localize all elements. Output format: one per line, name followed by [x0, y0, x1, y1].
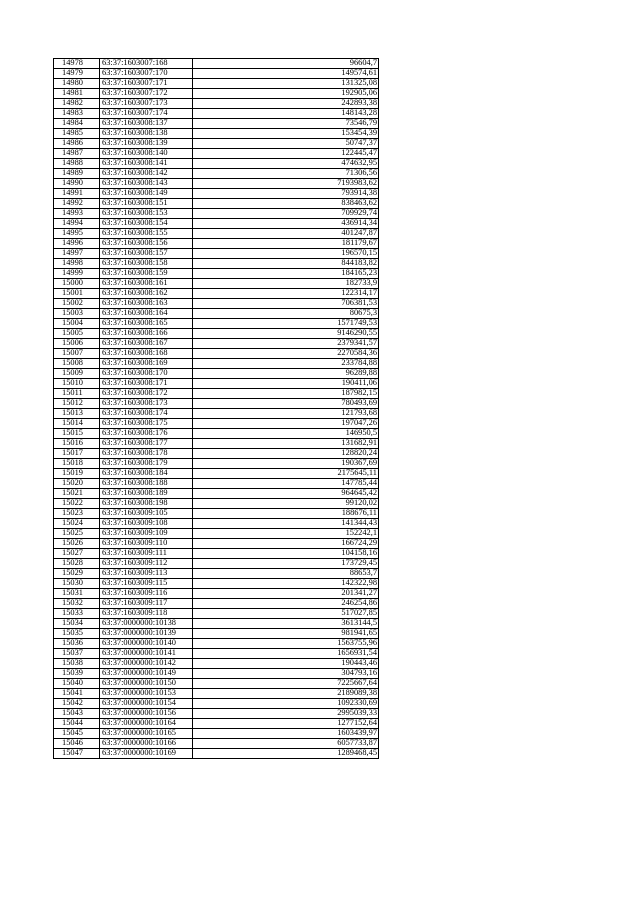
value-cell: 131325,08	[193, 79, 379, 89]
value-cell: 166724,29	[193, 539, 379, 549]
row-number-cell: 15017	[54, 449, 100, 459]
cadastral-number-cell: 63:37:0000000:10149	[100, 669, 193, 679]
row-number-cell: 15026	[54, 539, 100, 549]
cadastral-number-cell: 63:37:1603008:149	[100, 189, 193, 199]
value-cell: 71306,56	[193, 169, 379, 179]
cadastral-number-cell: 63:37:1603009:109	[100, 529, 193, 539]
table-row	[54, 119, 379, 129]
row-number-cell: 15033	[54, 609, 100, 619]
row-number-cell: 15043	[54, 709, 100, 719]
table-row	[54, 519, 379, 529]
cadastral-number-cell: 63:37:0000000:10150	[100, 679, 193, 689]
value-cell: 152242,1	[193, 529, 379, 539]
row-number-cell: 15015	[54, 429, 100, 439]
row-number-cell: 14982	[54, 99, 100, 109]
row-number-cell: 14983	[54, 109, 100, 119]
table-row	[54, 179, 379, 189]
table-row	[54, 199, 379, 209]
table-row	[54, 439, 379, 449]
row-number-cell: 15036	[54, 639, 100, 649]
table-row	[54, 79, 379, 89]
value-cell: 149574,61	[193, 69, 379, 79]
cadastral-number-cell: 63:37:1603008:174	[100, 409, 193, 419]
table-row	[54, 709, 379, 719]
value-cell: 173729,45	[193, 559, 379, 569]
table-row	[54, 339, 379, 349]
value-cell: 9146290,55	[193, 329, 379, 339]
value-cell: 131682,91	[193, 439, 379, 449]
value-cell: 187982,15	[193, 389, 379, 399]
value-cell: 147785,44	[193, 479, 379, 489]
value-cell: 233784,88	[193, 359, 379, 369]
row-number-cell: 15030	[54, 579, 100, 589]
cadastral-number-cell: 63:37:1603008:188	[100, 479, 193, 489]
value-cell: 197047,26	[193, 419, 379, 429]
cadastral-number-cell: 63:37:0000000:10138	[100, 619, 193, 629]
table-row	[54, 699, 379, 709]
table-row	[54, 159, 379, 169]
cadastral-number-cell: 63:37:1603008:158	[100, 259, 193, 269]
value-cell: 190443,46	[193, 659, 379, 669]
row-number-cell: 14984	[54, 119, 100, 129]
value-cell: 2995039,33	[193, 709, 379, 719]
row-number-cell: 15024	[54, 519, 100, 529]
table-row	[54, 419, 379, 429]
value-cell: 1603439,97	[193, 729, 379, 739]
value-cell: 122314,17	[193, 289, 379, 299]
value-cell: 706381,53	[193, 299, 379, 309]
table-row	[54, 599, 379, 609]
cadastral-number-cell: 63:37:0000000:10154	[100, 699, 193, 709]
table-row	[54, 399, 379, 409]
cadastral-number-cell: 63:37:0000000:10140	[100, 639, 193, 649]
cadastral-number-cell: 63:37:1603009:117	[100, 599, 193, 609]
table-row	[54, 589, 379, 599]
row-number-cell: 15035	[54, 629, 100, 639]
table-row	[54, 509, 379, 519]
value-cell: 96604,7	[193, 59, 379, 69]
cadastral-number-cell: 63:37:1603008:143	[100, 179, 193, 189]
value-cell: 188676,11	[193, 509, 379, 519]
cadastral-number-cell: 63:37:1603008:157	[100, 249, 193, 259]
row-number-cell: 15045	[54, 729, 100, 739]
row-number-cell: 15025	[54, 529, 100, 539]
row-number-cell: 15018	[54, 459, 100, 469]
cadastral-number-cell: 63:37:1603007:168	[100, 59, 193, 69]
row-number-cell: 15040	[54, 679, 100, 689]
row-number-cell: 15032	[54, 599, 100, 609]
value-cell: 73546,79	[193, 119, 379, 129]
row-number-cell: 14999	[54, 269, 100, 279]
table-row	[54, 379, 379, 389]
row-number-cell: 15022	[54, 499, 100, 509]
table-row	[54, 329, 379, 339]
row-number-cell: 14985	[54, 129, 100, 139]
table-row	[54, 679, 379, 689]
cadastral-number-cell: 63:37:0000000:10165	[100, 729, 193, 739]
cadastral-number-cell: 63:37:1603008:189	[100, 489, 193, 499]
cadastral-number-cell: 63:37:1603008:178	[100, 449, 193, 459]
table-row	[54, 59, 379, 69]
table-row	[54, 499, 379, 509]
value-cell: 96289,88	[193, 369, 379, 379]
row-number-cell: 15019	[54, 469, 100, 479]
table-row	[54, 89, 379, 99]
cadastral-number-cell: 63:37:1603008:142	[100, 169, 193, 179]
cadastral-number-cell: 63:37:1603008:172	[100, 389, 193, 399]
row-number-cell: 14996	[54, 239, 100, 249]
cadastral-number-cell: 63:37:1603009:111	[100, 549, 193, 559]
table-row	[54, 369, 379, 379]
value-cell: 981941,65	[193, 629, 379, 639]
value-cell: 474632,95	[193, 159, 379, 169]
cadastral-number-cell: 63:37:1603008:141	[100, 159, 193, 169]
table-row	[54, 139, 379, 149]
row-number-cell: 15010	[54, 379, 100, 389]
table-row	[54, 429, 379, 439]
table-row	[54, 129, 379, 139]
value-cell: 401247,87	[193, 229, 379, 239]
value-cell: 148143,28	[193, 109, 379, 119]
cadastral-number-cell: 63:37:0000000:10156	[100, 709, 193, 719]
table-row	[54, 279, 379, 289]
table-row	[54, 169, 379, 179]
row-number-cell: 15002	[54, 299, 100, 309]
table-row	[54, 719, 379, 729]
value-cell: 1571749,53	[193, 319, 379, 329]
cadastral-number-cell: 63:37:1603008:166	[100, 329, 193, 339]
row-number-cell: 14991	[54, 189, 100, 199]
cadastral-number-cell: 63:37:1603009:115	[100, 579, 193, 589]
table-row	[54, 189, 379, 199]
row-number-cell: 14989	[54, 169, 100, 179]
cadastral-number-cell: 63:37:1603008:151	[100, 199, 193, 209]
row-number-cell: 15011	[54, 389, 100, 399]
table-row	[54, 559, 379, 569]
table-row	[54, 629, 379, 639]
cadastral-number-cell: 63:37:1603009:113	[100, 569, 193, 579]
value-cell: 50747,37	[193, 139, 379, 149]
row-number-cell: 15008	[54, 359, 100, 369]
row-number-cell: 15037	[54, 649, 100, 659]
row-number-cell: 15028	[54, 559, 100, 569]
cadastral-number-cell: 63:37:1603008:139	[100, 139, 193, 149]
table-row	[54, 479, 379, 489]
table-row	[54, 459, 379, 469]
value-cell: 242893,38	[193, 99, 379, 109]
cadastral-number-cell: 63:37:1603008:155	[100, 229, 193, 239]
cadastral-number-cell: 63:37:1603008:168	[100, 349, 193, 359]
value-cell: 1289468,45	[193, 749, 379, 759]
cadastral-number-cell: 63:37:0000000:10169	[100, 749, 193, 759]
value-cell: 184165,23	[193, 269, 379, 279]
cadastral-number-cell: 63:37:1603008:177	[100, 439, 193, 449]
row-number-cell: 15044	[54, 719, 100, 729]
value-cell: 142322,98	[193, 579, 379, 589]
cadastral-number-cell: 63:37:0000000:10142	[100, 659, 193, 669]
cadastral-number-cell: 63:37:1603008:154	[100, 219, 193, 229]
value-cell: 128820,24	[193, 449, 379, 459]
row-number-cell: 15042	[54, 699, 100, 709]
cadastral-number-cell: 63:37:1603008:179	[100, 459, 193, 469]
data-table	[53, 58, 379, 759]
table-row	[54, 269, 379, 279]
row-number-cell: 15003	[54, 309, 100, 319]
cadastral-number-cell: 63:37:1603008:169	[100, 359, 193, 369]
cadastral-number-cell: 63:37:1603008:176	[100, 429, 193, 439]
row-number-cell: 15014	[54, 419, 100, 429]
cadastral-number-cell: 63:37:0000000:10153	[100, 689, 193, 699]
row-number-cell: 14998	[54, 259, 100, 269]
cadastral-number-cell: 63:37:1603008:153	[100, 209, 193, 219]
cadastral-number-cell: 63:37:1603008:175	[100, 419, 193, 429]
cadastral-number-cell: 63:37:1603008:164	[100, 309, 193, 319]
cadastral-number-cell: 63:37:1603008:140	[100, 149, 193, 159]
value-cell: 1563755,96	[193, 639, 379, 649]
cadastral-number-cell: 63:37:1603008:165	[100, 319, 193, 329]
table-row	[54, 569, 379, 579]
value-cell: 88653,7	[193, 569, 379, 579]
value-cell: 1092330,69	[193, 699, 379, 709]
value-cell: 80675,3	[193, 309, 379, 319]
value-cell: 190367,69	[193, 459, 379, 469]
table-row	[54, 239, 379, 249]
row-number-cell: 15031	[54, 589, 100, 599]
row-number-cell: 14980	[54, 79, 100, 89]
table-row	[54, 609, 379, 619]
value-cell: 201341,27	[193, 589, 379, 599]
cadastral-number-cell: 63:37:0000000:10141	[100, 649, 193, 659]
cadastral-number-cell: 63:37:1603008:159	[100, 269, 193, 279]
row-number-cell: 14995	[54, 229, 100, 239]
value-cell: 192905,06	[193, 89, 379, 99]
row-number-cell: 15029	[54, 569, 100, 579]
cadastral-number-cell: 63:37:1603008:161	[100, 279, 193, 289]
cadastral-number-cell: 63:37:1603008:171	[100, 379, 193, 389]
table-row	[54, 659, 379, 669]
row-number-cell: 15020	[54, 479, 100, 489]
table-row	[54, 319, 379, 329]
row-number-cell: 14997	[54, 249, 100, 259]
table-row	[54, 689, 379, 699]
value-cell: 2189089,38	[193, 689, 379, 699]
row-number-cell: 15012	[54, 399, 100, 409]
row-number-cell: 15007	[54, 349, 100, 359]
value-cell: 141344,43	[193, 519, 379, 529]
cadastral-number-cell: 63:37:1603007:174	[100, 109, 193, 119]
cadastral-number-cell: 63:37:1603009:118	[100, 609, 193, 619]
value-cell: 709929,74	[193, 209, 379, 219]
cadastral-number-cell: 63:37:0000000:10139	[100, 629, 193, 639]
row-number-cell: 15005	[54, 329, 100, 339]
table-row	[54, 449, 379, 459]
value-cell: 7193983,62	[193, 179, 379, 189]
table-row	[54, 309, 379, 319]
value-cell: 793914,38	[193, 189, 379, 199]
cadastral-number-cell: 63:37:0000000:10164	[100, 719, 193, 729]
value-cell: 6057733,87	[193, 739, 379, 749]
cadastral-number-cell: 63:37:1603007:170	[100, 69, 193, 79]
value-cell: 190411,06	[193, 379, 379, 389]
row-number-cell: 14979	[54, 69, 100, 79]
row-number-cell: 15001	[54, 289, 100, 299]
value-cell: 121793,68	[193, 409, 379, 419]
table-row	[54, 579, 379, 589]
cadastral-number-cell: 63:37:1603008:137	[100, 119, 193, 129]
value-cell: 780493,69	[193, 399, 379, 409]
row-number-cell: 14993	[54, 209, 100, 219]
row-number-cell: 15047	[54, 749, 100, 759]
cadastral-number-cell: 63:37:1603009:105	[100, 509, 193, 519]
table-row	[54, 739, 379, 749]
table-row	[54, 359, 379, 369]
row-number-cell: 15000	[54, 279, 100, 289]
row-number-cell: 15006	[54, 339, 100, 349]
value-cell: 844183,82	[193, 259, 379, 269]
row-number-cell: 14988	[54, 159, 100, 169]
cadastral-number-cell: 63:37:1603009:116	[100, 589, 193, 599]
cadastral-number-cell: 63:37:1603008:138	[100, 129, 193, 139]
row-number-cell: 15004	[54, 319, 100, 329]
row-number-cell: 14978	[54, 59, 100, 69]
table-row	[54, 109, 379, 119]
table-row	[54, 619, 379, 629]
cadastral-number-cell: 63:37:1603007:172	[100, 89, 193, 99]
value-cell: 1277152,64	[193, 719, 379, 729]
row-number-cell: 15016	[54, 439, 100, 449]
value-cell: 104158,16	[193, 549, 379, 559]
row-number-cell: 15013	[54, 409, 100, 419]
table-row	[54, 69, 379, 79]
value-cell: 2175645,11	[193, 469, 379, 479]
row-number-cell: 15038	[54, 659, 100, 669]
row-number-cell: 14992	[54, 199, 100, 209]
table-body	[54, 59, 379, 759]
value-cell: 2270584,36	[193, 349, 379, 359]
value-cell: 196570,15	[193, 249, 379, 259]
table-row	[54, 489, 379, 499]
value-cell: 122445,47	[193, 149, 379, 159]
value-cell: 246254,86	[193, 599, 379, 609]
value-cell: 436914,34	[193, 219, 379, 229]
table-row	[54, 669, 379, 679]
cadastral-number-cell: 63:37:0000000:10166	[100, 739, 193, 749]
table-row	[54, 99, 379, 109]
cadastral-number-cell: 63:37:1603008:184	[100, 469, 193, 479]
cadastral-number-cell: 63:37:1603008:173	[100, 399, 193, 409]
value-cell: 7225667,64	[193, 679, 379, 689]
value-cell: 153454,39	[193, 129, 379, 139]
cadastral-number-cell: 63:37:1603009:110	[100, 539, 193, 549]
value-cell: 181179,67	[193, 239, 379, 249]
table-row	[54, 209, 379, 219]
cadastral-number-cell: 63:37:1603008:170	[100, 369, 193, 379]
cadastral-number-cell: 63:37:1603008:162	[100, 289, 193, 299]
value-cell: 182733,9	[193, 279, 379, 289]
row-number-cell: 15023	[54, 509, 100, 519]
value-cell: 2379341,57	[193, 339, 379, 349]
table-row	[54, 409, 379, 419]
cadastral-number-cell: 63:37:1603007:173	[100, 99, 193, 109]
table-row	[54, 389, 379, 399]
row-number-cell: 14981	[54, 89, 100, 99]
cadastral-number-cell: 63:37:1603008:167	[100, 339, 193, 349]
table-row	[54, 549, 379, 559]
table-row	[54, 649, 379, 659]
row-number-cell: 14994	[54, 219, 100, 229]
table-row	[54, 249, 379, 259]
cadastral-number-cell: 63:37:1603008:198	[100, 499, 193, 509]
row-number-cell: 14987	[54, 149, 100, 159]
table-row	[54, 349, 379, 359]
cadastral-number-cell: 63:37:1603009:108	[100, 519, 193, 529]
cadastral-number-cell: 63:37:1603007:171	[100, 79, 193, 89]
row-number-cell: 15039	[54, 669, 100, 679]
table-row	[54, 219, 379, 229]
row-number-cell: 15034	[54, 619, 100, 629]
table-row	[54, 259, 379, 269]
table-row	[54, 299, 379, 309]
table-row	[54, 539, 379, 549]
value-cell: 517027,85	[193, 609, 379, 619]
row-number-cell: 15046	[54, 739, 100, 749]
value-cell: 99120,02	[193, 499, 379, 509]
value-cell: 838463,62	[193, 199, 379, 209]
table-row	[54, 289, 379, 299]
table-row	[54, 639, 379, 649]
row-number-cell: 15021	[54, 489, 100, 499]
cadastral-number-cell: 63:37:1603008:156	[100, 239, 193, 249]
value-cell: 304793,16	[193, 669, 379, 679]
table-row	[54, 749, 379, 759]
value-cell: 146950,5	[193, 429, 379, 439]
table-row	[54, 529, 379, 539]
value-cell: 3613144,5	[193, 619, 379, 629]
cadastral-number-cell: 63:37:1603008:163	[100, 299, 193, 309]
row-number-cell: 15027	[54, 549, 100, 559]
row-number-cell: 15009	[54, 369, 100, 379]
row-number-cell: 14986	[54, 139, 100, 149]
cadastral-number-cell: 63:37:1603009:112	[100, 559, 193, 569]
table-row	[54, 149, 379, 159]
value-cell: 1656931,54	[193, 649, 379, 659]
table-row	[54, 469, 379, 479]
row-number-cell: 15041	[54, 689, 100, 699]
value-cell: 964645,42	[193, 489, 379, 499]
table-row	[54, 729, 379, 739]
row-number-cell: 14990	[54, 179, 100, 189]
table-row	[54, 229, 379, 239]
